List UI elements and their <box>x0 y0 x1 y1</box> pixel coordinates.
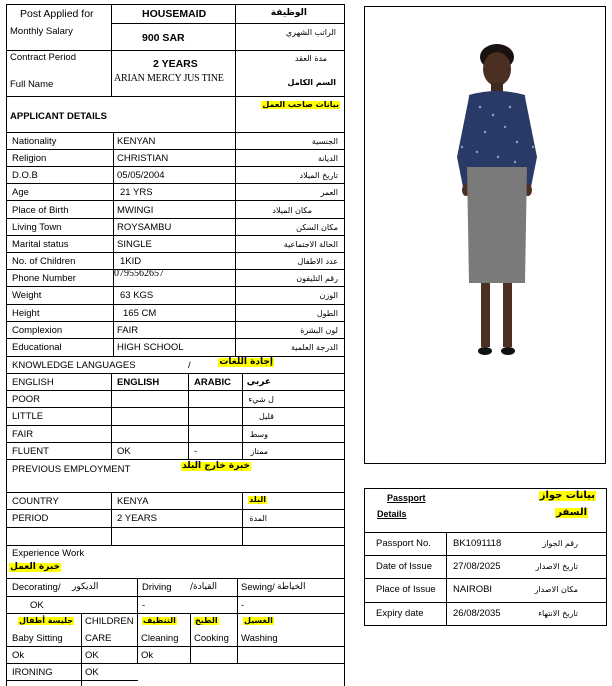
salary-ar: الراتب الشهري <box>285 28 336 37</box>
contract-ar: مدة العقد <box>295 54 327 63</box>
birthplace-ar: مكان الميلاد <box>272 206 312 215</box>
age-label: Age <box>12 187 29 198</box>
childrencare-value: OK <box>85 650 99 661</box>
experience-label: Experience Work <box>12 548 85 559</box>
decorating-ar: الديكور <box>72 582 99 592</box>
contract-label: Contract Period <box>10 52 77 63</box>
driving-value: - <box>142 600 146 611</box>
dob-label: D.O.B <box>12 170 38 181</box>
salary-label: Monthly Salary <box>10 26 73 37</box>
education-ar: الدرجة العلمية <box>291 343 338 352</box>
complexion-label: Complexion <box>12 325 63 336</box>
lang-col-label: ENGLISH <box>12 377 54 388</box>
issue-date-ar: تاريخ الاصدار <box>535 562 578 571</box>
nationality-ar: الجنسية <box>311 137 338 146</box>
washing-ar: الغسيل <box>244 616 273 625</box>
cooking-ar: الطبخ <box>195 616 218 625</box>
lang-fluent-english: OK <box>117 446 131 457</box>
childrencare-label-2: CARE <box>85 633 112 644</box>
lang-little-ar: قليل <box>259 412 274 421</box>
lang-fair-label: FAIR <box>12 429 34 440</box>
expiry-ar: تاريخ الانتهاء <box>538 609 578 618</box>
passport-no-ar: رقم الجواز <box>542 539 578 548</box>
lang-fluent-label: FLUENT <box>12 446 49 457</box>
post-label: Post Applied for <box>20 8 94 20</box>
expiry-label: Expiry date <box>376 608 424 619</box>
complexion-ar: لون البشرة <box>300 326 338 335</box>
town-label: Living Town <box>12 222 62 233</box>
children-ar: عدد الاطفال <box>297 257 338 266</box>
passport-title-2: Details <box>377 509 407 519</box>
passport-title-ar-1: بيانات جواز <box>539 490 595 501</box>
phone-label: Phone Number <box>12 273 76 284</box>
lang-col-english: ENGLISH <box>117 377 160 388</box>
babysitting-label: Baby Sitting <box>12 633 63 644</box>
salary-value: 900 SAR <box>142 32 185 44</box>
cleaning-ar: التنظيف <box>143 616 176 625</box>
name-value: ARIAN MERCY JUS TINE <box>114 73 224 84</box>
weight-value: 63 KGS <box>120 290 154 301</box>
name-ar: السم الكامل <box>287 78 336 87</box>
issue-place-value: NAIROBI <box>453 584 493 595</box>
sewing-label: Sewing/ <box>241 582 275 593</box>
religion-ar: الديانة <box>317 154 338 163</box>
experience-ar: خبرة العمل <box>10 562 60 572</box>
age-ar: العمر <box>320 188 338 197</box>
town-ar: مكان السكن <box>296 223 338 232</box>
expiry-value: 26/08/2035 <box>453 608 501 619</box>
sewing-ar: الخياطة <box>277 582 306 592</box>
dob-ar: تاريخ الميلاد <box>299 171 338 180</box>
children-value: 1KID <box>120 256 142 267</box>
languages-slash: / <box>188 360 191 371</box>
childrencare-label-1: CHILDREN <box>85 616 134 627</box>
cleaning-label: Cleaning <box>141 633 179 644</box>
issue-date-label: Date of Issue <box>376 561 432 572</box>
lang-col-ar: عربي <box>246 377 271 387</box>
languages-ar: إجادة اللغات <box>219 357 273 367</box>
decorating-value: OK <box>30 600 44 611</box>
nationality-value: KENYAN <box>117 136 156 147</box>
lang-little-label: LITTLE <box>12 411 44 422</box>
sewing-value: - <box>241 600 245 611</box>
washing-label: Washing <box>241 633 278 644</box>
marital-value: SINGLE <box>117 239 152 250</box>
cooking-label: Cooking <box>194 633 229 644</box>
marital-ar: الحالة الاجتماعية <box>283 240 338 249</box>
period-ar: المدة <box>249 514 267 523</box>
complexion-value: FAIR <box>117 325 139 336</box>
lang-fluent-arabic: - <box>194 446 198 457</box>
birthplace-value: MWINGI <box>117 205 154 216</box>
issue-place-label: Place of Issue <box>376 584 436 595</box>
employment-ar: خبرة خارج البلد <box>182 461 250 471</box>
marital-label: Marital status <box>12 239 69 250</box>
post-value: HOUSEMAID <box>142 8 207 20</box>
decorating-label: Decorating/ <box>12 582 61 593</box>
weight-ar: الوزن <box>319 291 338 300</box>
babysitting-ar: جليسة أطفال <box>19 616 74 625</box>
driving-ar: القيادة/ <box>190 582 218 592</box>
name-label: Full Name <box>10 79 54 90</box>
education-value: HIGH SCHOOL <box>117 342 184 353</box>
phone-ar: رقم التليفون <box>296 274 338 283</box>
religion-value: CHRISTIAN <box>117 153 169 164</box>
nationality-label: Nationality <box>12 136 57 147</box>
age-value: 21 YRS <box>120 187 153 198</box>
applicant-details-label: APPLICANT DETAILS <box>10 111 107 122</box>
contract-value: 2 YEARS <box>153 58 198 70</box>
post-ar: الوظيفة <box>270 8 307 18</box>
applicant-photo <box>365 7 605 463</box>
lang-fluent-ar: ممتاز <box>250 447 268 456</box>
country-ar: البلد <box>249 495 266 504</box>
lang-fair-ar: وسط <box>249 430 268 439</box>
lang-poor-label: POOR <box>12 394 40 405</box>
lang-col-arabic: ARABIC <box>194 377 231 388</box>
employment-label: PREVIOUS EMPLOYMENT <box>12 464 131 475</box>
passport-no-label: Passport No. <box>376 538 431 549</box>
country-value: KENYA <box>117 496 149 507</box>
cleaning-value: Ok <box>141 650 154 661</box>
height-ar: الطول <box>316 309 338 318</box>
babysitting-value: Ok <box>12 650 25 661</box>
passport-no-value: BK1091118 <box>453 538 502 549</box>
period-value: 2 YEARS <box>117 513 157 524</box>
ironing-label: IRONING <box>12 667 53 678</box>
languages-label: KNOWLEDGE LANGUAGES <box>12 360 136 371</box>
children-label: No. of Children <box>12 256 76 267</box>
birthplace-label: Place of Birth <box>12 205 69 216</box>
height-label: Height <box>12 308 40 319</box>
applicant-details-ar: بيانات صاحب العمل <box>262 100 339 109</box>
town-value: ROYSAMBU <box>117 222 172 233</box>
weight-label: Weight <box>12 290 42 301</box>
issue-date-value: 27/08/2025 <box>453 561 501 572</box>
period-label: PERIOD <box>12 513 49 524</box>
lang-poor-ar: ل شيء <box>248 395 274 404</box>
dob-value: 05/05/2004 <box>117 170 165 181</box>
ironing-value: OK <box>85 667 99 678</box>
passport-title-1: Passport <box>387 493 426 503</box>
phone-value: 0795562657 <box>114 268 164 279</box>
applicant-photo-frame <box>364 6 606 464</box>
driving-label: Driving <box>142 582 172 593</box>
height-value: 165 CM <box>123 308 157 319</box>
issue-place-ar: مكان الاصدار <box>534 585 578 594</box>
passport-title-ar-2: السفر <box>556 507 587 518</box>
religion-label: Religion <box>12 153 47 164</box>
education-label: Educational <box>12 342 62 353</box>
country-label: COUNTRY <box>12 496 59 507</box>
